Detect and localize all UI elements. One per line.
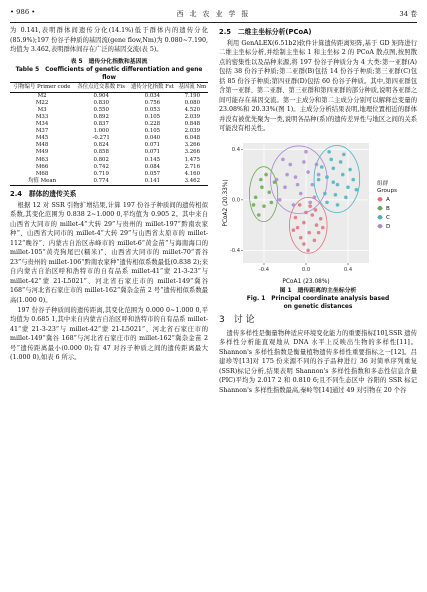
data-point <box>275 178 279 182</box>
data-point <box>308 204 312 208</box>
table-header: 各位点近交系数 Fis <box>74 82 128 92</box>
table-row <box>10 157 208 164</box>
table-cell: 0.080 <box>184 99 201 106</box>
table-cell: 0.719 <box>93 170 109 177</box>
journal-name: 西 北 农 业 学 报 <box>176 10 251 18</box>
table-cell: 3.266 <box>184 142 201 149</box>
data-point <box>317 178 321 182</box>
legend-label: A <box>386 197 390 204</box>
data-point <box>311 213 315 217</box>
legend-label: C <box>386 215 390 222</box>
table-row <box>10 114 208 121</box>
data-point <box>306 249 310 253</box>
table-cell: 0.824 <box>93 142 109 149</box>
data-point <box>351 178 355 182</box>
header-rule <box>10 22 417 23</box>
table-cell: 0.071 <box>144 142 161 149</box>
y-axis-label: PCoA2 (20.33%) <box>223 179 229 227</box>
paragraph: 197 份谷子种质间的遗传距离,其变化范围为 0.000 0~1.000 0,平均值为 0.685 1,其中来自内蒙古自治区呼和浩特市的自有品系 millet-41“蒙 21-3-23”与 millet-42“蒙 21-L5021”、河北省石家庄市的 millet-149“冀谷 168”与河北省石家庄市的 millet-162“冀杂金苗 2 号”遗传距离最小(0.000 0);有 47 对谷子种质之间的遗传距离最大(1.000 0),如表 6 所示。 <box>10 306 208 362</box>
table-cell: 2.039 <box>184 114 201 121</box>
legend-title: 组群 <box>377 181 389 188</box>
data-point <box>344 196 348 200</box>
data-point <box>262 204 266 208</box>
table-cell: -0.271 <box>92 135 110 142</box>
paragraph: 遗传多样性是衡量物种适应环境变化能力的重要指标[10],SSR 遗传多样性分析能直观地从 DNA 水平上反映出生物的多样性[11]。Shannon's 多样性指数是衡量植物遗传多样性重要指标之一[12]。吕建珍等[13]对 175 份来源不同的谷子品种进行 36 对简单序列重复(SSR)标记分析,结果表明 Shannon's 多样性指数和多态性信息含量(PIC)平均为 2.017 2 和 0.810 6;且不同生态区中 谷阳的 SSR 标记 Shannon's 多样性指数最高,秦岭等[14]通过 49 对引物在 20 个谷 <box>219 329 417 394</box>
data-point <box>315 223 319 227</box>
data-point <box>311 183 315 187</box>
data-point <box>355 188 359 192</box>
table-row <box>10 121 208 128</box>
right-column <box>219 26 417 395</box>
page-header <box>10 8 417 20</box>
table-cell: 4.160 <box>184 170 201 177</box>
table-row <box>10 178 208 186</box>
x-tick-label: 0.0 <box>301 267 311 274</box>
data-point <box>323 192 327 196</box>
section-title: 3 讨 论 <box>219 315 255 326</box>
table-cell: 均值 Mean <box>10 178 74 186</box>
data-point <box>292 228 296 232</box>
table-cell: 0.034 <box>144 92 161 99</box>
pcoa-scatter-plot <box>219 137 417 287</box>
figure-caption-en: Fig. 1 Principal coordinate analysis based <box>246 296 390 303</box>
data-point <box>315 163 319 167</box>
table-row <box>10 107 208 114</box>
table-row <box>10 164 208 171</box>
data-point <box>327 150 331 154</box>
data-point <box>317 231 321 235</box>
data-point <box>281 158 285 162</box>
table-cell: M34 <box>35 121 49 128</box>
table-cell: 0.105 <box>144 114 161 121</box>
pcoa-figure <box>219 137 417 287</box>
data-point <box>302 221 306 225</box>
data-point <box>299 236 303 240</box>
table-cell: M22 <box>35 99 49 106</box>
table-cell: 0.756 <box>144 99 161 106</box>
table-cell: 7.190 <box>184 92 201 99</box>
table-header: 遗传分化指数 Fst <box>128 82 176 92</box>
table-caption-en: Table 5 Coefficients of genetic differentiation and gene flow <box>15 66 203 81</box>
table-cell: 0.904 <box>93 92 109 99</box>
data-point <box>342 153 346 157</box>
paragraph: 为 0.141,表明群体间遗传分化(14.1%)低于群体内的遗传分化(85.9%);197 份谷子种质的基因流(gene flow,Nm)为 0.080~7.190,均值为 3.462,表明群体间存在广泛的基因交流(表 5)。 <box>10 27 208 54</box>
table-cell: M68 <box>35 170 49 177</box>
table-cell: 3.462 <box>177 178 208 186</box>
data-point <box>317 173 321 177</box>
data-point <box>320 165 324 169</box>
data-point <box>304 150 308 154</box>
table-body <box>10 92 208 185</box>
legend-label: B <box>386 206 390 213</box>
table-cell: M63 <box>35 156 49 163</box>
data-point <box>314 208 318 212</box>
table-cell: M66 <box>35 163 49 170</box>
table-header: 引物编号 Primer code <box>10 82 74 92</box>
data-point <box>334 193 338 197</box>
left-column <box>10 26 208 363</box>
data-point <box>260 185 264 189</box>
gene-flow-table <box>10 82 208 186</box>
table-cell: 0.550 <box>93 106 109 113</box>
table-cell: M45 <box>35 135 49 142</box>
data-point <box>298 203 302 207</box>
x-tick-label: -0.4 <box>258 267 270 274</box>
table-cell: 0.071 <box>144 149 161 156</box>
data-point <box>285 173 289 177</box>
data-point <box>288 163 292 167</box>
legend-title: Groups <box>377 188 397 195</box>
data-point <box>302 160 306 164</box>
data-point <box>325 201 329 205</box>
table-row <box>10 149 208 156</box>
data-point <box>313 238 317 242</box>
table-cell: 0.858 <box>93 149 109 156</box>
table-cell: 0.105 <box>144 128 161 135</box>
data-point <box>283 185 287 189</box>
data-point <box>259 178 263 182</box>
table-cell: 0.057 <box>144 170 161 177</box>
data-point <box>294 216 298 220</box>
table-cell: 0.802 <box>93 156 109 163</box>
data-point <box>252 203 256 207</box>
data-point <box>341 173 345 177</box>
data-point <box>294 175 298 179</box>
table-cell: 0.774 <box>74 178 128 186</box>
x-tick-label: 0.4 <box>343 267 353 274</box>
table-cell: 0.053 <box>144 106 161 113</box>
data-point <box>332 166 336 170</box>
table-cell: 0.145 <box>144 156 161 163</box>
data-point <box>267 190 271 194</box>
table-cell: 6.048 <box>184 135 201 142</box>
table-cell: 1.000 <box>93 128 109 135</box>
table-row <box>10 100 208 107</box>
table-cell: 0.742 <box>93 163 109 170</box>
y-tick-label: 0.0 <box>231 197 240 204</box>
data-point <box>332 180 336 184</box>
table-cell: 0.084 <box>144 163 161 170</box>
data-point <box>336 183 340 187</box>
table-row <box>10 128 208 135</box>
data-point <box>264 173 268 177</box>
table-cell: M48 <box>35 142 49 149</box>
data-point <box>299 192 303 196</box>
y-tick-label: 0.4 <box>231 147 240 154</box>
data-point <box>304 211 308 215</box>
table-cell: 2.716 <box>184 163 201 170</box>
table-cell: 3.266 <box>184 149 201 156</box>
section-title: 2.4 群体的遗传关系 <box>10 189 77 198</box>
table-cell: M3 <box>37 106 47 113</box>
table-cell: 0.040 <box>144 135 161 142</box>
table-row <box>10 142 208 149</box>
table-cell: 0.848 <box>184 121 201 128</box>
table-cell: 0.892 <box>93 114 109 121</box>
table-cell: M33 <box>35 114 49 121</box>
data-point <box>313 196 317 200</box>
data-point <box>319 217 323 221</box>
table-cell: 4.520 <box>184 106 201 113</box>
table-caption-cn: 表 5 遗传分化指数和基因流 <box>70 58 148 65</box>
table-cell: 0.830 <box>93 99 109 106</box>
paragraph: 利用 GenALEX(6.51b2)软件计算遗传距离矩阵,基于 GD 矩阵进行二维主坐标分析,并绘制主坐标 1 和主坐标 2 的 PCoA 散点图,按照散点的密集性以及品种来源,将 197 份谷子种质分为 4 大类:第一亚群(A)包括 38 份谷子种质;第二亚群(B)包括 14 份谷子种质;第三亚群(C)包括 85 份谷子种质;第四亚群(D)包括 60 份谷子种质。其中,第四亚群包含第一亚群、第二亚群、第三亚群和第四亚群的部分种质,说明各亚群之间可能存在基因交流。第一主成分和第二主成分分别可以解释总变量的 23.08%和 20.33%(图 1)。主成分分析结果表明,地理位置相近的群体并没有被优先聚为一类,说明各品种(系)的遗传差异性与地区之间的关系可能没有相关性。 <box>219 39 417 133</box>
table-row <box>10 171 208 178</box>
table-row <box>10 92 208 100</box>
data-point <box>306 170 310 174</box>
data-point <box>348 168 352 172</box>
figure-caption-en-2: on genetic distances <box>283 304 353 311</box>
paragraph: 根据 12 对 SSR 引物扩增结果,计算 197 份谷子种质间的遗传相似系数,其变化范围为 0.838 2~1.000 0,平均值为 0.905 2。其中来自山西省大同市的 millet-4“大转 29”与贵州的 millet-197“黔南农家种”、山西省大同市的 millet-4“大转 29”与山西省太原市的 millet-112“晚谷”、内蒙古自治区赤峰市的 millet-6“黄金苗”与海南海口的 millet-105“黄壳狗尾巴(糯米)”、山西省大同市的 millet-70“晋谷 23”与贵州的 millet-106“黔南农家种”遗传相似系数最低(0.838 2);来自内蒙古自治区呼和浩特市的自有品系 millet-41“蒙 21-3-23”与 millet-42“蒙 21-L5021”、河北省石家庄市的 millet-149“冀谷 168”与河北省石家庄市的 millet-162“冀杂金苗 2 号”遗传相似系数最高(1.000 0)。 <box>10 201 208 304</box>
y-tick-label: -0.4 <box>229 248 240 255</box>
data-point <box>296 226 300 230</box>
data-point <box>278 198 282 202</box>
data-point <box>270 201 274 205</box>
data-point <box>254 196 258 200</box>
table-cell: M49 <box>35 149 49 156</box>
table-cell: 0.141 <box>128 178 176 186</box>
data-point <box>321 226 325 230</box>
legend-label: D <box>386 224 391 231</box>
data-point <box>329 158 333 162</box>
table-header: 基因流 Nm <box>177 82 208 92</box>
table-cell: M2 <box>37 92 47 99</box>
data-point <box>308 201 312 205</box>
x-axis-label: PCoA1 (23.08%) <box>282 279 330 286</box>
data-point <box>302 242 306 246</box>
table-cell: 0.228 <box>144 121 161 128</box>
data-point <box>292 203 296 207</box>
data-point <box>339 160 343 164</box>
table-cell: 0.837 <box>93 121 109 128</box>
data-point <box>325 175 329 179</box>
table-cell: M37 <box>35 128 49 135</box>
data-point <box>307 231 311 235</box>
data-point <box>296 183 300 187</box>
table-cell: 2.039 <box>184 128 201 135</box>
figure-caption-cn: 图 1 遗传距离的主坐标分析 <box>279 288 357 295</box>
table-row <box>10 135 208 142</box>
data-point <box>336 203 340 207</box>
data-point <box>257 213 261 217</box>
table-cell: 1.475 <box>184 156 201 163</box>
page-number: • 986 • <box>10 8 36 16</box>
section-title: 2.5 二维主坐标分析(PCoA) <box>219 28 312 36</box>
data-point <box>346 185 350 189</box>
volume-label: 34 卷 <box>399 10 417 18</box>
